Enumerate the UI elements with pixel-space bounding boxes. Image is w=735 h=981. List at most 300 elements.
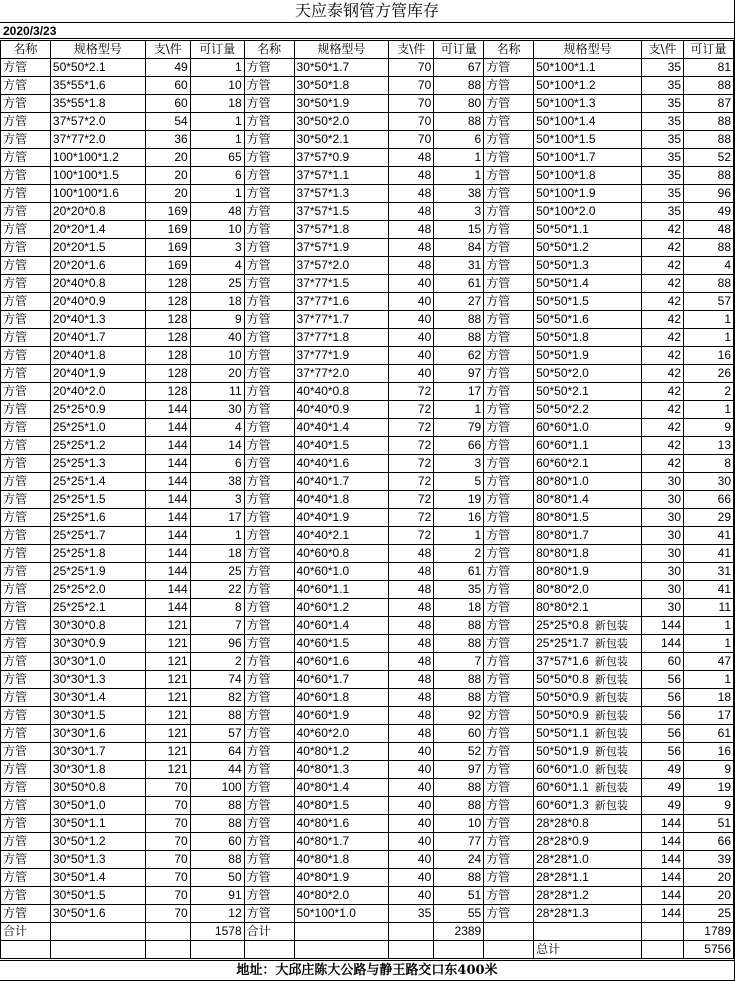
available-quantity: 65 [190, 149, 244, 167]
pieces-per-bundle: 70 [145, 779, 190, 797]
product-name: 方管 [1, 293, 51, 311]
product-name: 方管 [244, 473, 294, 491]
product-spec [534, 887, 642, 905]
product-spec-value: 80*80*2.0 [536, 582, 589, 596]
pieces-per-bundle: 30 [642, 545, 684, 563]
grand-total-label: 总计 [534, 941, 642, 959]
available-quantity: 1 [434, 167, 484, 185]
product-spec-value: 28*28*0.9 [536, 834, 589, 848]
product-name: 方管 [484, 473, 534, 491]
product-name: 方管 [1, 671, 51, 689]
product-name: 方管 [244, 167, 294, 185]
pieces-per-bundle: 48 [389, 617, 434, 635]
product-name: 方管 [244, 239, 294, 257]
product-name: 方管 [244, 347, 294, 365]
pieces-per-bundle: 70 [145, 815, 190, 833]
table-row [1, 311, 734, 329]
available-quantity: 57 [190, 725, 244, 743]
pieces-per-bundle: 42 [642, 239, 684, 257]
product-spec [534, 599, 642, 617]
pieces-per-bundle: 42 [642, 437, 684, 455]
pieces-per-bundle: 70 [389, 77, 434, 95]
product-spec: 40*60*1.4 [294, 617, 389, 635]
product-name: 方管 [1, 311, 51, 329]
product-spec: 35*55*1.6 [50, 77, 145, 95]
table-row [1, 689, 734, 707]
available-quantity: 6 [190, 455, 244, 473]
available-quantity: 66 [434, 437, 484, 455]
product-name: 方管 [484, 149, 534, 167]
product-spec [534, 581, 642, 599]
product-spec: 50*100*1.0 [294, 905, 389, 923]
available-quantity: 88 [190, 851, 244, 869]
table-row [1, 545, 734, 563]
available-quantity: 88 [190, 797, 244, 815]
product-name: 方管 [244, 185, 294, 203]
pieces-per-bundle: 121 [145, 653, 190, 671]
product-name: 方管 [484, 401, 534, 419]
pieces-per-bundle: 121 [145, 761, 190, 779]
product-name: 方管 [244, 257, 294, 275]
pieces-per-bundle: 40 [389, 851, 434, 869]
available-quantity: 77 [434, 833, 484, 851]
table-row [1, 455, 734, 473]
product-name: 方管 [484, 77, 534, 95]
product-spec: 40*60*2.0 [294, 725, 389, 743]
pieces-per-bundle: 144 [642, 815, 684, 833]
available-quantity: 88 [434, 617, 484, 635]
table-row [1, 347, 734, 365]
product-spec [534, 761, 642, 779]
header-available: 可订量 [684, 41, 734, 59]
available-quantity: 3 [434, 203, 484, 221]
product-spec: 40*40*0.9 [294, 401, 389, 419]
product-spec: 20*40*0.9 [50, 293, 145, 311]
product-spec [534, 725, 642, 743]
product-name: 方管 [244, 779, 294, 797]
product-spec-value: 80*80*1.8 [536, 546, 589, 560]
pieces-per-bundle: 48 [389, 653, 434, 671]
product-spec: 37*77*1.7 [294, 311, 389, 329]
product-name: 方管 [484, 167, 534, 185]
product-spec-value: 50*100*1.3 [536, 96, 596, 110]
available-quantity: 88 [434, 779, 484, 797]
product-spec-value: 60*60*1.0 [536, 420, 589, 434]
product-spec-value: 80*80*1.9 [536, 564, 589, 578]
available-quantity: 60 [190, 833, 244, 851]
product-name: 方管 [1, 653, 51, 671]
available-quantity: 91 [190, 887, 244, 905]
available-quantity: 88 [684, 77, 734, 95]
product-spec: 40*40*1.5 [294, 437, 389, 455]
pieces-per-bundle: 40 [389, 311, 434, 329]
available-quantity: 88 [684, 275, 734, 293]
pieces-per-bundle: 144 [642, 851, 684, 869]
product-name: 方管 [1, 437, 51, 455]
product-name: 方管 [1, 581, 51, 599]
product-name: 方管 [1, 491, 51, 509]
pieces-per-bundle: 144 [145, 599, 190, 617]
available-quantity: 17 [190, 509, 244, 527]
product-spec: 30*50*2.0 [294, 113, 389, 131]
product-spec: 40*80*1.2 [294, 743, 389, 761]
product-spec-value: 80*80*2.1 [536, 600, 589, 614]
product-name: 方管 [1, 815, 51, 833]
product-name: 方管 [1, 401, 51, 419]
product-spec: 25*25*1.3 [50, 455, 145, 473]
product-spec-value: 25*25*1.7 [536, 636, 589, 650]
product-spec: 40*40*1.9 [294, 509, 389, 527]
product-name: 方管 [244, 527, 294, 545]
product-spec: 37*77*2.0 [50, 131, 145, 149]
product-name: 方管 [244, 329, 294, 347]
product-spec [534, 275, 642, 293]
product-spec-value: 60*60*1.0 [536, 762, 589, 776]
pieces-per-bundle: 72 [389, 419, 434, 437]
available-quantity: 38 [434, 185, 484, 203]
available-quantity: 10 [190, 221, 244, 239]
product-spec-value: 50*50*1.4 [536, 276, 589, 290]
product-name: 方管 [244, 77, 294, 95]
pieces-per-bundle: 48 [389, 725, 434, 743]
product-spec [534, 527, 642, 545]
available-quantity: 3 [434, 455, 484, 473]
product-spec: 30*50*1.2 [50, 833, 145, 851]
pieces-per-bundle: 48 [389, 203, 434, 221]
product-spec [534, 707, 642, 725]
pieces-per-bundle: 169 [145, 257, 190, 275]
pieces-per-bundle: 144 [145, 401, 190, 419]
product-name: 方管 [1, 77, 51, 95]
product-name: 方管 [1, 527, 51, 545]
product-name: 方管 [1, 185, 51, 203]
product-name: 方管 [484, 563, 534, 581]
product-spec: 25*25*1.8 [50, 545, 145, 563]
available-quantity: 3 [190, 491, 244, 509]
available-quantity: 41 [684, 545, 734, 563]
available-quantity: 8 [684, 455, 734, 473]
product-name: 方管 [244, 509, 294, 527]
product-name: 方管 [1, 239, 51, 257]
pieces-per-bundle: 56 [642, 689, 684, 707]
product-name: 方管 [244, 221, 294, 239]
pieces-per-bundle: 70 [145, 833, 190, 851]
header-pieces: 支\件 [145, 41, 190, 59]
pieces-per-bundle: 20 [145, 185, 190, 203]
product-name: 方管 [1, 131, 51, 149]
available-quantity: 12 [190, 905, 244, 923]
header-spec: 规格型号 [294, 41, 389, 59]
available-quantity: 4 [190, 257, 244, 275]
product-name: 方管 [244, 59, 294, 77]
pieces-per-bundle: 144 [145, 509, 190, 527]
table-row [1, 797, 734, 815]
product-name: 方管 [244, 869, 294, 887]
product-name: 方管 [1, 725, 51, 743]
available-quantity: 88 [434, 113, 484, 131]
available-quantity: 25 [190, 563, 244, 581]
pieces-per-bundle: 70 [389, 113, 434, 131]
product-name: 方管 [484, 779, 534, 797]
table-row [1, 581, 734, 599]
product-spec [534, 491, 642, 509]
product-spec: 25*25*1.2 [50, 437, 145, 455]
pieces-per-bundle: 35 [642, 167, 684, 185]
product-name: 方管 [244, 203, 294, 221]
pieces-per-bundle: 128 [145, 293, 190, 311]
product-spec: 30*30*1.5 [50, 707, 145, 725]
product-name: 方管 [484, 311, 534, 329]
product-spec [534, 257, 642, 275]
available-quantity: 16 [684, 743, 734, 761]
product-spec: 20*20*0.8 [50, 203, 145, 221]
product-spec [534, 815, 642, 833]
pieces-per-bundle: 30 [642, 599, 684, 617]
available-quantity: 88 [434, 671, 484, 689]
table-row [1, 527, 734, 545]
pieces-per-bundle: 40 [389, 329, 434, 347]
product-spec: 30*30*1.3 [50, 671, 145, 689]
available-quantity: 81 [684, 59, 734, 77]
product-name: 方管 [1, 203, 51, 221]
available-quantity: 4 [190, 419, 244, 437]
available-quantity: 35 [434, 581, 484, 599]
pieces-per-bundle: 35 [642, 149, 684, 167]
table-row [1, 221, 734, 239]
packaging-tag: 新包装 [594, 727, 628, 740]
pieces-per-bundle: 70 [145, 869, 190, 887]
pieces-per-bundle: 36 [145, 131, 190, 149]
product-name: 方管 [1, 329, 51, 347]
product-spec [534, 383, 642, 401]
product-name: 方管 [484, 761, 534, 779]
pieces-per-bundle: 144 [642, 887, 684, 905]
pieces-per-bundle: 30 [642, 509, 684, 527]
product-spec [534, 149, 642, 167]
product-spec-value: 50*100*1.2 [536, 78, 596, 92]
product-name: 方管 [244, 815, 294, 833]
packaging-tag: 新包装 [594, 655, 628, 668]
packaging-tag: 新包装 [594, 637, 628, 650]
pieces-per-bundle: 30 [642, 563, 684, 581]
pieces-per-bundle: 48 [389, 185, 434, 203]
product-name: 方管 [484, 329, 534, 347]
pieces-per-bundle: 42 [642, 419, 684, 437]
product-name: 方管 [484, 59, 534, 77]
pieces-per-bundle: 70 [389, 59, 434, 77]
product-spec [534, 653, 642, 671]
table-row [1, 257, 734, 275]
available-quantity: 61 [434, 563, 484, 581]
empty-cell [389, 923, 434, 941]
product-spec: 37*77*1.8 [294, 329, 389, 347]
header-pieces: 支\件 [389, 41, 434, 59]
pieces-per-bundle: 48 [389, 671, 434, 689]
product-spec-value: 50*50*1.6 [536, 312, 589, 326]
product-spec [534, 293, 642, 311]
product-spec: 30*30*1.8 [50, 761, 145, 779]
available-quantity: 18 [190, 95, 244, 113]
product-spec: 30*50*1.0 [50, 797, 145, 815]
packaging-tag: 新包装 [594, 673, 628, 686]
product-spec: 20*40*2.0 [50, 383, 145, 401]
pieces-per-bundle: 42 [642, 401, 684, 419]
product-spec: 30*50*2.1 [294, 131, 389, 149]
pieces-per-bundle: 48 [389, 599, 434, 617]
pieces-per-bundle: 42 [642, 383, 684, 401]
table-row [1, 887, 734, 905]
pieces-per-bundle: 169 [145, 221, 190, 239]
grand-total-row [1, 941, 734, 959]
product-spec: 40*40*1.4 [294, 419, 389, 437]
available-quantity: 1 [684, 311, 734, 329]
pieces-per-bundle: 54 [145, 113, 190, 131]
product-name: 方管 [244, 887, 294, 905]
available-quantity: 88 [684, 113, 734, 131]
middle-total: 2389 [434, 923, 484, 941]
pieces-per-bundle: 128 [145, 365, 190, 383]
empty-cell [1, 941, 51, 959]
product-name: 方管 [1, 257, 51, 275]
product-name: 方管 [244, 365, 294, 383]
product-spec: 37*57*1.9 [294, 239, 389, 257]
pieces-per-bundle: 30 [642, 473, 684, 491]
product-spec [534, 563, 642, 581]
product-name: 方管 [484, 707, 534, 725]
product-name: 方管 [244, 635, 294, 653]
product-name: 方管 [484, 509, 534, 527]
pieces-per-bundle: 40 [389, 833, 434, 851]
pieces-per-bundle: 144 [145, 581, 190, 599]
pieces-per-bundle: 48 [389, 257, 434, 275]
product-name: 方管 [484, 437, 534, 455]
product-spec-value: 28*28*1.3 [536, 906, 589, 920]
available-quantity: 7 [434, 653, 484, 671]
product-spec [534, 347, 642, 365]
product-spec: 40*80*1.9 [294, 869, 389, 887]
product-spec: 40*60*1.9 [294, 707, 389, 725]
product-spec [534, 905, 642, 923]
available-quantity: 80 [434, 95, 484, 113]
available-quantity: 66 [684, 833, 734, 851]
table-row [1, 905, 734, 923]
packaging-tag: 新包装 [594, 745, 628, 758]
available-quantity: 1 [684, 329, 734, 347]
packaging-tag: 新包装 [594, 799, 628, 812]
available-quantity: 1 [684, 671, 734, 689]
pieces-per-bundle: 128 [145, 329, 190, 347]
product-spec: 37*57*2.0 [294, 257, 389, 275]
pieces-per-bundle: 70 [389, 131, 434, 149]
product-name: 方管 [484, 185, 534, 203]
pieces-per-bundle: 35 [642, 203, 684, 221]
product-spec: 20*20*1.4 [50, 221, 145, 239]
product-spec [534, 635, 642, 653]
available-quantity: 88 [684, 239, 734, 257]
product-spec-value: 60*60*1.3 [536, 798, 589, 812]
product-name: 方管 [484, 347, 534, 365]
product-name: 方管 [1, 167, 51, 185]
available-quantity: 48 [190, 203, 244, 221]
product-spec: 40*40*1.7 [294, 473, 389, 491]
pieces-per-bundle: 56 [642, 725, 684, 743]
table-row [1, 869, 734, 887]
product-name: 方管 [1, 779, 51, 797]
pieces-per-bundle: 144 [145, 437, 190, 455]
product-spec: 37*57*1.3 [294, 185, 389, 203]
product-spec: 25*25*1.7 [50, 527, 145, 545]
product-spec [534, 239, 642, 257]
pieces-per-bundle: 48 [389, 635, 434, 653]
pieces-per-bundle: 35 [642, 185, 684, 203]
available-quantity: 18 [434, 599, 484, 617]
product-name: 方管 [484, 95, 534, 113]
pieces-per-bundle: 48 [389, 581, 434, 599]
pieces-per-bundle: 144 [145, 455, 190, 473]
table-row [1, 149, 734, 167]
available-quantity: 88 [434, 689, 484, 707]
available-quantity: 61 [434, 275, 484, 293]
available-quantity: 1 [684, 617, 734, 635]
product-name: 方管 [484, 833, 534, 851]
product-spec: 40*40*0.8 [294, 383, 389, 401]
header-pieces: 支\件 [642, 41, 684, 59]
table-row [1, 95, 734, 113]
pieces-per-bundle: 60 [145, 95, 190, 113]
product-spec: 40*80*1.5 [294, 797, 389, 815]
pieces-per-bundle: 49 [642, 797, 684, 815]
table-row [1, 743, 734, 761]
product-spec: 30*50*1.3 [50, 851, 145, 869]
product-spec-value: 50*50*1.3 [536, 258, 589, 272]
pieces-per-bundle: 144 [145, 545, 190, 563]
pieces-per-bundle: 72 [389, 509, 434, 527]
table-row [1, 851, 734, 869]
pieces-per-bundle: 30 [642, 491, 684, 509]
pieces-per-bundle: 35 [642, 59, 684, 77]
available-quantity: 88 [434, 311, 484, 329]
product-spec: 30*50*1.1 [50, 815, 145, 833]
product-spec [534, 185, 642, 203]
product-spec: 37*77*1.5 [294, 275, 389, 293]
product-spec: 30*50*1.7 [294, 59, 389, 77]
available-quantity: 92 [434, 707, 484, 725]
product-spec: 37*77*1.9 [294, 347, 389, 365]
product-name: 方管 [1, 887, 51, 905]
available-quantity: 2 [190, 653, 244, 671]
available-quantity: 16 [684, 347, 734, 365]
product-spec-value: 50*50*2.2 [536, 402, 589, 416]
pieces-per-bundle: 144 [642, 905, 684, 923]
product-spec [534, 545, 642, 563]
pieces-per-bundle: 121 [145, 743, 190, 761]
pieces-per-bundle: 48 [389, 563, 434, 581]
empty-cell [642, 923, 684, 941]
product-name: 方管 [484, 455, 534, 473]
table-row [1, 761, 734, 779]
available-quantity: 6 [434, 131, 484, 149]
available-quantity: 11 [684, 599, 734, 617]
product-spec [534, 779, 642, 797]
available-quantity: 1 [190, 527, 244, 545]
product-spec: 37*57*1.5 [294, 203, 389, 221]
product-spec-value: 50*100*1.1 [536, 60, 596, 74]
product-spec: 25*25*0.9 [50, 401, 145, 419]
product-spec: 25*25*1.6 [50, 509, 145, 527]
available-quantity: 27 [434, 293, 484, 311]
grand-total: 5756 [684, 941, 734, 959]
table-row [1, 275, 734, 293]
